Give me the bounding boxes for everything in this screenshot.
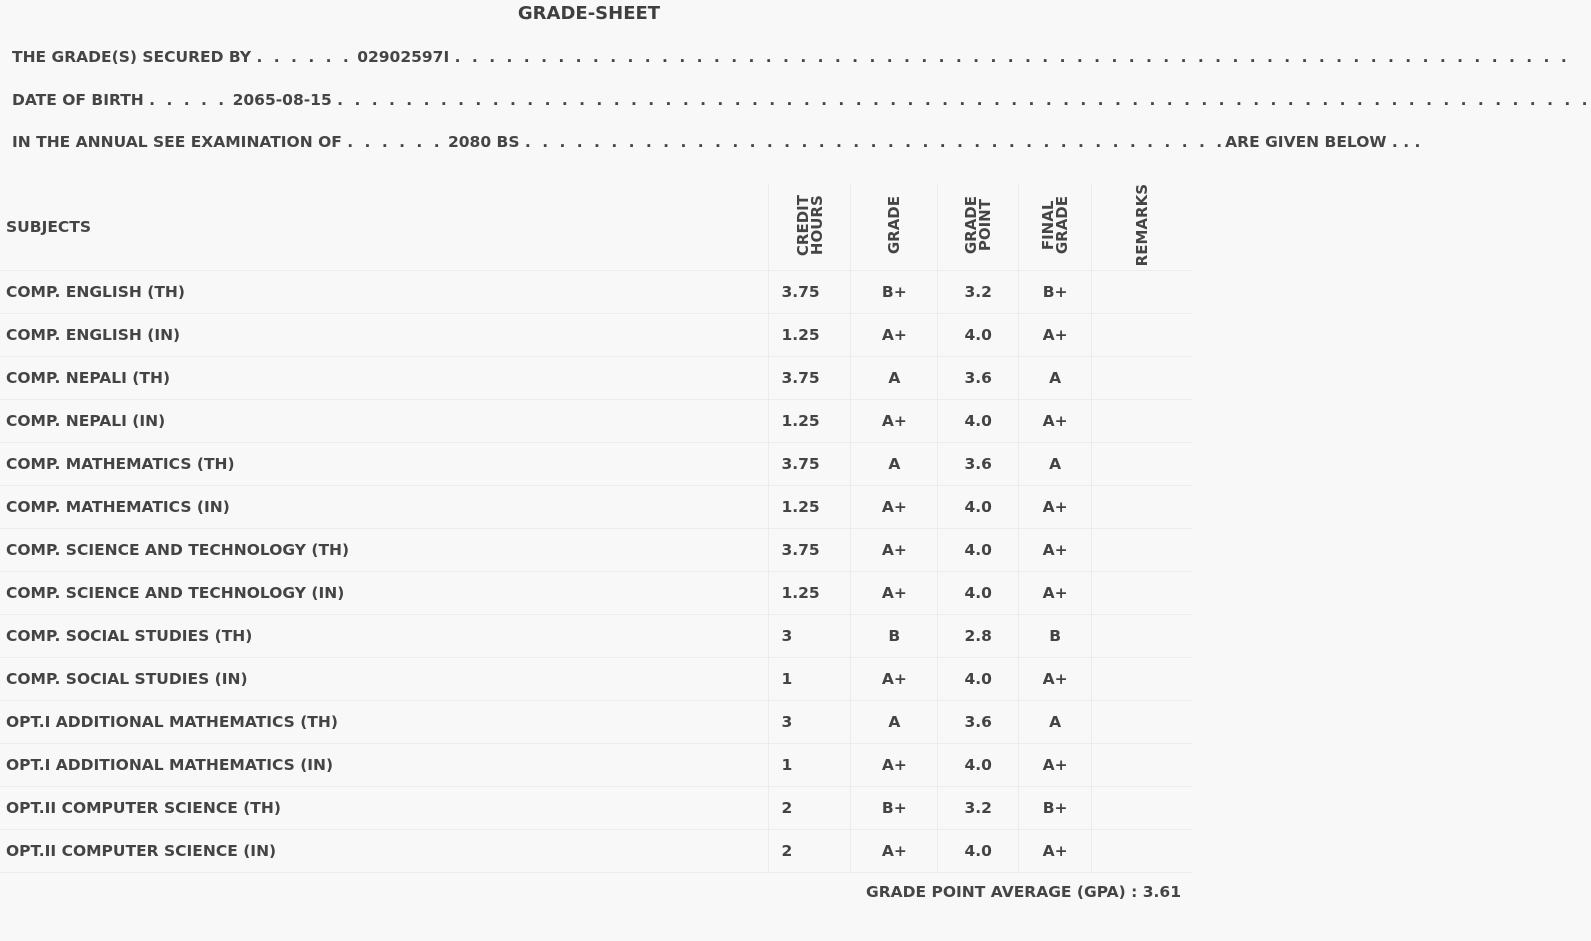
credit-cell: 1.25 [769,486,851,529]
grade-point-cell: 4.0 [938,830,1019,873]
header-grade-text: GRADE [885,196,904,255]
final-grade-cell: A+ [1019,830,1092,873]
secured-by-line [12,48,1570,66]
exam-suffix: ARE GIVEN BELOW . . . [1225,133,1421,151]
exam-label: IN THE ANNUAL SEE EXAMINATION OF [12,133,342,151]
subject-cell: COMP. ENGLISH (TH) [0,271,769,314]
credit-cell: 1.25 [769,400,851,443]
final-grade-cell: A [1019,701,1092,744]
remarks-cell [1092,701,1192,744]
remarks-cell [1092,572,1192,615]
header-gp-line1: GRADE [962,196,981,255]
grade-point-cell: 4.0 [938,744,1019,787]
grade-cell: A [851,443,938,486]
grade-cell: A+ [851,529,938,572]
table-row [0,400,1192,443]
dob-label: DATE OF BIRTH [12,91,144,109]
table-row [0,529,1192,572]
table-row [0,572,1192,615]
table-row [0,787,1192,830]
gpa-line [866,883,1181,901]
subject-cell: COMP. SCIENCE AND TECHNOLOGY (TH) [0,529,769,572]
exam-lead-dots: . . . . . . [347,133,443,151]
secured-by-lead-dots: . . . . . . [256,48,352,66]
remarks-cell [1092,658,1192,701]
final-grade-cell: B+ [1019,787,1092,830]
final-grade-cell: A+ [1019,529,1092,572]
table-row [0,486,1192,529]
exam-line [12,133,1420,151]
credit-cell: 2 [769,830,851,873]
subject-cell: OPT.II COMPUTER SCIENCE (TH) [0,787,769,830]
table-header-row [0,184,1192,271]
credit-cell: 3.75 [769,271,851,314]
dob-trail-dots: . . . . . . . . . . . . . . . . . . . . . . . . . . . . . . . . . . . . . . . . . . . . . . . . . . . . . . . . . . . . . . . . . . . . . . . . . [337,91,1591,109]
credit-cell: 1.25 [769,572,851,615]
final-grade-cell: A+ [1019,314,1092,357]
remarks-cell [1092,314,1192,357]
exam-year: 2080 BS [447,133,520,151]
header-credit-line1: CREDIT [793,194,812,256]
grade-cell: A+ [851,486,938,529]
remarks-cell [1092,615,1192,658]
header-credit-line2: HOURS [807,195,826,256]
grade-point-cell: 3.2 [938,271,1019,314]
table-row [0,314,1192,357]
remarks-cell [1092,443,1192,486]
grade-cell: A+ [851,658,938,701]
final-grade-cell: B [1019,615,1092,658]
dob-value: 2065-08-15 [232,91,332,109]
header-credit-hours [769,184,851,271]
header-grade-point [938,184,1019,271]
grade-cell: B+ [851,271,938,314]
gpa-value: 3.61 [1142,883,1181,901]
grade-point-cell: 4.0 [938,486,1019,529]
table-row [0,357,1192,400]
remarks-cell [1092,271,1192,314]
table-row [0,658,1192,701]
grade-cell: A+ [851,830,938,873]
grade-point-cell: 3.6 [938,443,1019,486]
grade-point-cell: 3.6 [938,701,1019,744]
grade-point-cell: 2.8 [938,615,1019,658]
grade-point-cell: 4.0 [938,314,1019,357]
grade-cell: A+ [851,744,938,787]
credit-cell: 3.75 [769,357,851,400]
subject-cell: OPT.I ADDITIONAL MATHEMATICS (IN) [0,744,769,787]
table-row [0,271,1192,314]
subject-cell: COMP. NEPALI (TH) [0,357,769,400]
dob-lead-dots: . . . . . [149,91,228,109]
remarks-cell [1092,529,1192,572]
grade-point-cell: 3.6 [938,357,1019,400]
table-row [0,701,1192,744]
credit-cell: 3.75 [769,443,851,486]
subject-cell: COMP. NEPALI (IN) [0,400,769,443]
dob-line [12,91,1591,109]
table-row [0,744,1192,787]
page-title: GRADE-SHEET [517,3,661,24]
header-remarks-text: REMARKS [1133,184,1152,267]
header-fg-line2: GRADE [1053,196,1072,255]
subject-cell: OPT.II COMPUTER SCIENCE (IN) [0,830,769,873]
subject-cell: COMP. MATHEMATICS (TH) [0,443,769,486]
grade-cell: A [851,701,938,744]
header-subjects: SUBJECTS [0,184,769,271]
credit-cell: 3 [769,615,851,658]
grade-table [0,184,1192,873]
subject-cell: COMP. MATHEMATICS (IN) [0,486,769,529]
final-grade-cell: A+ [1019,658,1092,701]
final-grade-cell: B+ [1019,271,1092,314]
grade-point-cell: 4.0 [938,572,1019,615]
grade-point-cell: 4.0 [938,400,1019,443]
grade-cell: A [851,357,938,400]
grade-cell: A+ [851,314,938,357]
exam-mid-dots: . . . . . . . . . . . . . . . . . . . . . . . . . . . . . . . . . . . . . . . . . [524,133,1226,151]
remarks-cell [1092,357,1192,400]
final-grade-cell: A+ [1019,744,1092,787]
credit-cell: 1 [769,658,851,701]
header-final-grade [1019,184,1092,271]
symbol-number: 02902597I [357,48,450,66]
final-grade-cell: A+ [1019,486,1092,529]
final-grade-cell: A+ [1019,400,1092,443]
final-grade-cell: A [1019,357,1092,400]
credit-cell: 1.25 [769,314,851,357]
table-row [0,615,1192,658]
remarks-cell [1092,400,1192,443]
grade-point-cell: 3.2 [938,787,1019,830]
secured-by-label: THE GRADE(S) SECURED BY [12,48,252,66]
header-gp-line2: POINT [976,199,995,252]
final-grade-cell: A [1019,443,1092,486]
subject-cell: COMP. SOCIAL STUDIES (IN) [0,658,769,701]
secured-by-trail-dots: . . . . . . . . . . . . . . . . . . . . . . . . . . . . . . . . . . . . . . . . . . . . . . . . . . . . . . . . . . . . . . . . . [454,48,1570,66]
subject-cell: COMP. ENGLISH (IN) [0,314,769,357]
credit-cell: 3.75 [769,529,851,572]
table-row [0,443,1192,486]
header-fg-line1: FINAL [1039,200,1058,250]
grade-point-cell: 4.0 [938,529,1019,572]
subject-cell: COMP. SOCIAL STUDIES (TH) [0,615,769,658]
subject-cell: OPT.I ADDITIONAL MATHEMATICS (TH) [0,701,769,744]
gpa-label: GRADE POINT AVERAGE (GPA) : [866,883,1138,901]
grade-cell: B [851,615,938,658]
credit-cell: 2 [769,787,851,830]
grade-point-cell: 4.0 [938,658,1019,701]
remarks-cell [1092,787,1192,830]
grade-cell: A+ [851,400,938,443]
header-grade [851,184,938,271]
grade-cell: B+ [851,787,938,830]
credit-cell: 3 [769,701,851,744]
credit-cell: 1 [769,744,851,787]
table-row [0,830,1192,873]
remarks-cell [1092,830,1192,873]
remarks-cell [1092,486,1192,529]
remarks-cell [1092,744,1192,787]
final-grade-cell: A+ [1019,572,1092,615]
grade-cell: A+ [851,572,938,615]
header-remarks [1092,184,1192,271]
subject-cell: COMP. SCIENCE AND TECHNOLOGY (IN) [0,572,769,615]
